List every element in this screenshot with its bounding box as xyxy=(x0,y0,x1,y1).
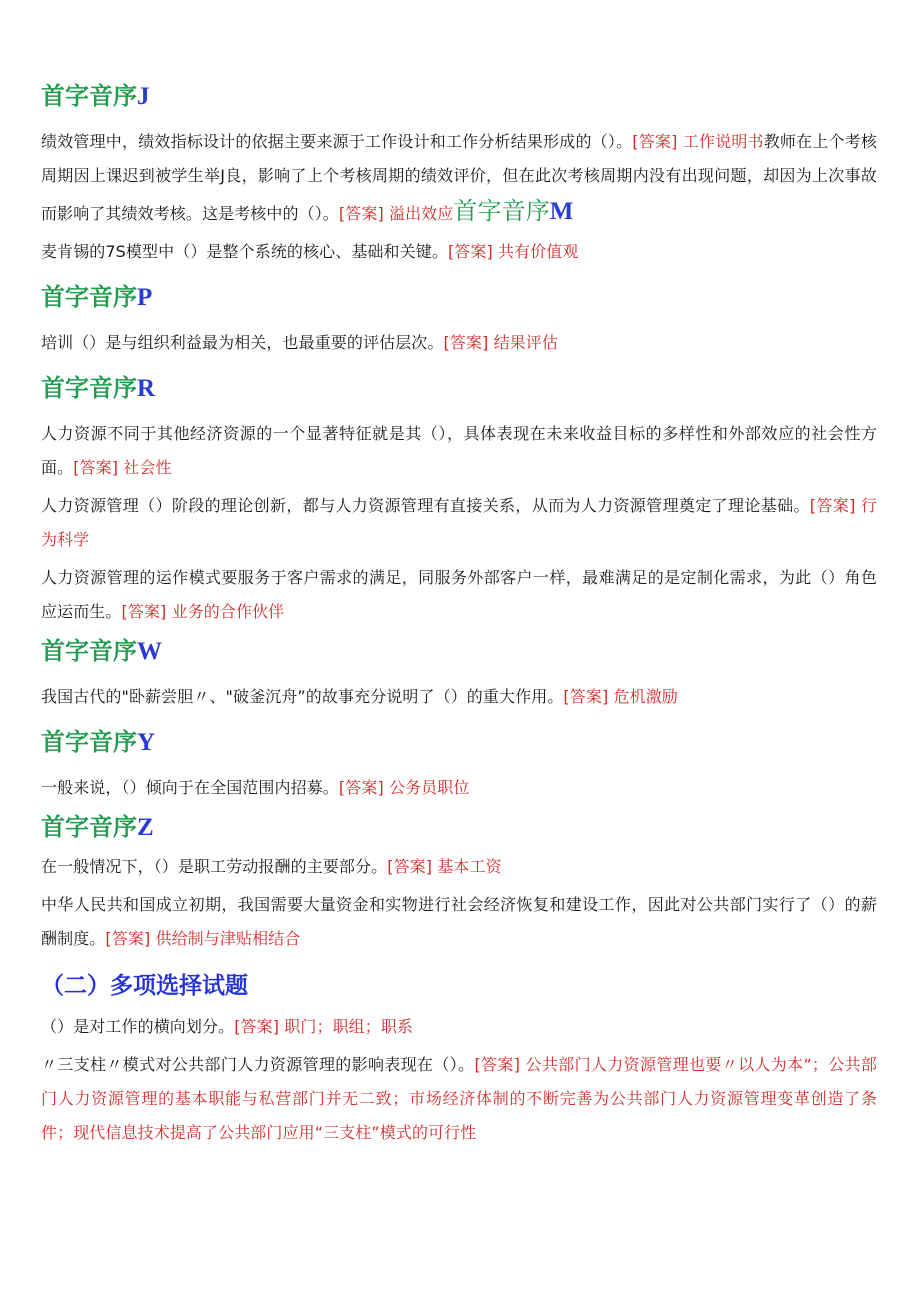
answer-text: [答案] 职门；职组；职系 xyxy=(234,1017,414,1036)
heading-prefix: 首字音序 xyxy=(41,813,137,841)
question-text: 培训（）是与组织利益最为相关，也最重要的评估层次。 xyxy=(41,333,444,352)
multiple-choice-section-title: （二）多项选择试题 xyxy=(41,973,248,999)
answer-text: [答案] 危机激励 xyxy=(563,687,678,706)
section-heading-y xyxy=(41,724,877,761)
section-heading-r xyxy=(41,370,877,407)
question-text: 人力资源不同于其他经济资源的一个显著特征就是其（），具体表现在未来收益目标的多样性和外部效应的社会性方面。 xyxy=(41,424,877,477)
answer-text: [答案] 社会性 xyxy=(73,458,172,477)
answer-text: [答案] 基本工资 xyxy=(387,857,502,876)
question-text: 教师在上个考核周期因上课迟到被学生举J良，影响了上个考核周期的绩效评价，但在此次考核周期内没有出现问题，却因为上次事故而影响了其绩效考核。这是考核中的（）。 xyxy=(41,132,878,223)
question-item xyxy=(41,771,877,805)
section-heading-w xyxy=(41,633,877,670)
section-heading-p xyxy=(41,279,877,316)
question-text: 人力资源管理的运作模式要服务于客户需求的满足，同服务外部客户一样，最难满足的是定制化需求，为此（）角色应运而生。 xyxy=(41,568,877,621)
heading-letter: R xyxy=(137,375,156,402)
heading-letter: Z xyxy=(137,814,154,841)
question-text: 〃三支柱〃模式对公共部门人力资源管理的影响表现在（）。 xyxy=(41,1055,475,1074)
question-text: 人力资源管理（）阶段的理论创新，都与人力资源管理有直接关系，从而为人力资源管理奠定了理论基础。 xyxy=(41,496,810,515)
section-heading-j xyxy=(41,78,877,115)
answer-text: [答案] 公共部门人力资源管理也要〃以人为本“；公共部门人力资源管理的基本职能与私营部门并无二致；市场经济体制的不断完善为公共部门人力资源管理变革创造了条件；现代信息技术提高了公共部门应用“三支柱”模式的可行性 xyxy=(41,1055,878,1142)
question-item xyxy=(41,850,877,884)
heading-prefix: 首字音序 xyxy=(41,728,137,756)
question-item xyxy=(41,561,877,629)
question-item xyxy=(41,326,877,360)
answer-text: [答案] 溢出效应 xyxy=(338,204,454,223)
question-text: 麦肯锡的7S模型中（）是整个系统的核心、基础和关键。 xyxy=(41,242,448,261)
answer-text: [答案] 业务的合作伙伴 xyxy=(121,602,285,621)
question-item xyxy=(41,235,877,269)
question-text: 我国古代的"卧薪尝胆〃、"破釜沉舟”的故事充分说明了（）的重大作用。 xyxy=(41,687,564,706)
answer-text: [答案] 公务员职位 xyxy=(338,778,470,797)
heading-prefix: 首字音序 xyxy=(453,197,550,225)
heading-prefix: 首字音序 xyxy=(41,637,137,665)
question-text: 绩效管理中，绩效指标设计的依据主要来源于工作设计和工作分析结果形成的（）。 xyxy=(41,132,633,151)
question-item xyxy=(41,888,877,956)
heading-prefix: 首字音序 xyxy=(41,82,137,110)
question-text: 在一般情况下，（）是职工劳动报酬的主要部分。 xyxy=(41,857,388,876)
section-heading-m xyxy=(453,197,573,225)
question-item xyxy=(41,489,877,557)
question-item xyxy=(41,1010,877,1044)
heading-letter: P xyxy=(137,284,153,311)
question-item xyxy=(41,1048,877,1150)
question-text: （）是对工作的横向划分。 xyxy=(41,1017,235,1036)
heading-letter: Y xyxy=(137,729,156,756)
answer-text: [答案] 行为科学 xyxy=(41,496,877,549)
heading-letter: J xyxy=(137,83,150,110)
question-item xyxy=(41,680,877,714)
question-text: 中华人民共和国成立初期，我国需要大量资金和实物进行社会经济恢复和建设工作，因此对公共部门实行了（）的薪酬制度。 xyxy=(41,895,877,948)
answer-text: [答案] 共有价值观 xyxy=(447,242,579,261)
answer-text: [答案] 结果评估 xyxy=(443,333,558,352)
question-item xyxy=(41,125,877,231)
answer-text: [答案] 工作说明书 xyxy=(632,132,764,151)
question-item xyxy=(41,417,877,485)
heading-letter: W xyxy=(137,638,162,665)
question-text: 一般来说，（）倾向于在全国范围内招募。 xyxy=(41,778,339,797)
heading-prefix: 首字音序 xyxy=(41,283,137,311)
heading-letter: M xyxy=(549,198,574,225)
heading-prefix: 首字音序 xyxy=(41,374,137,402)
document-content xyxy=(41,78,877,1150)
answer-text: [答案] 供给制与津贴相结合 xyxy=(105,929,301,948)
section-heading-z xyxy=(41,809,877,846)
